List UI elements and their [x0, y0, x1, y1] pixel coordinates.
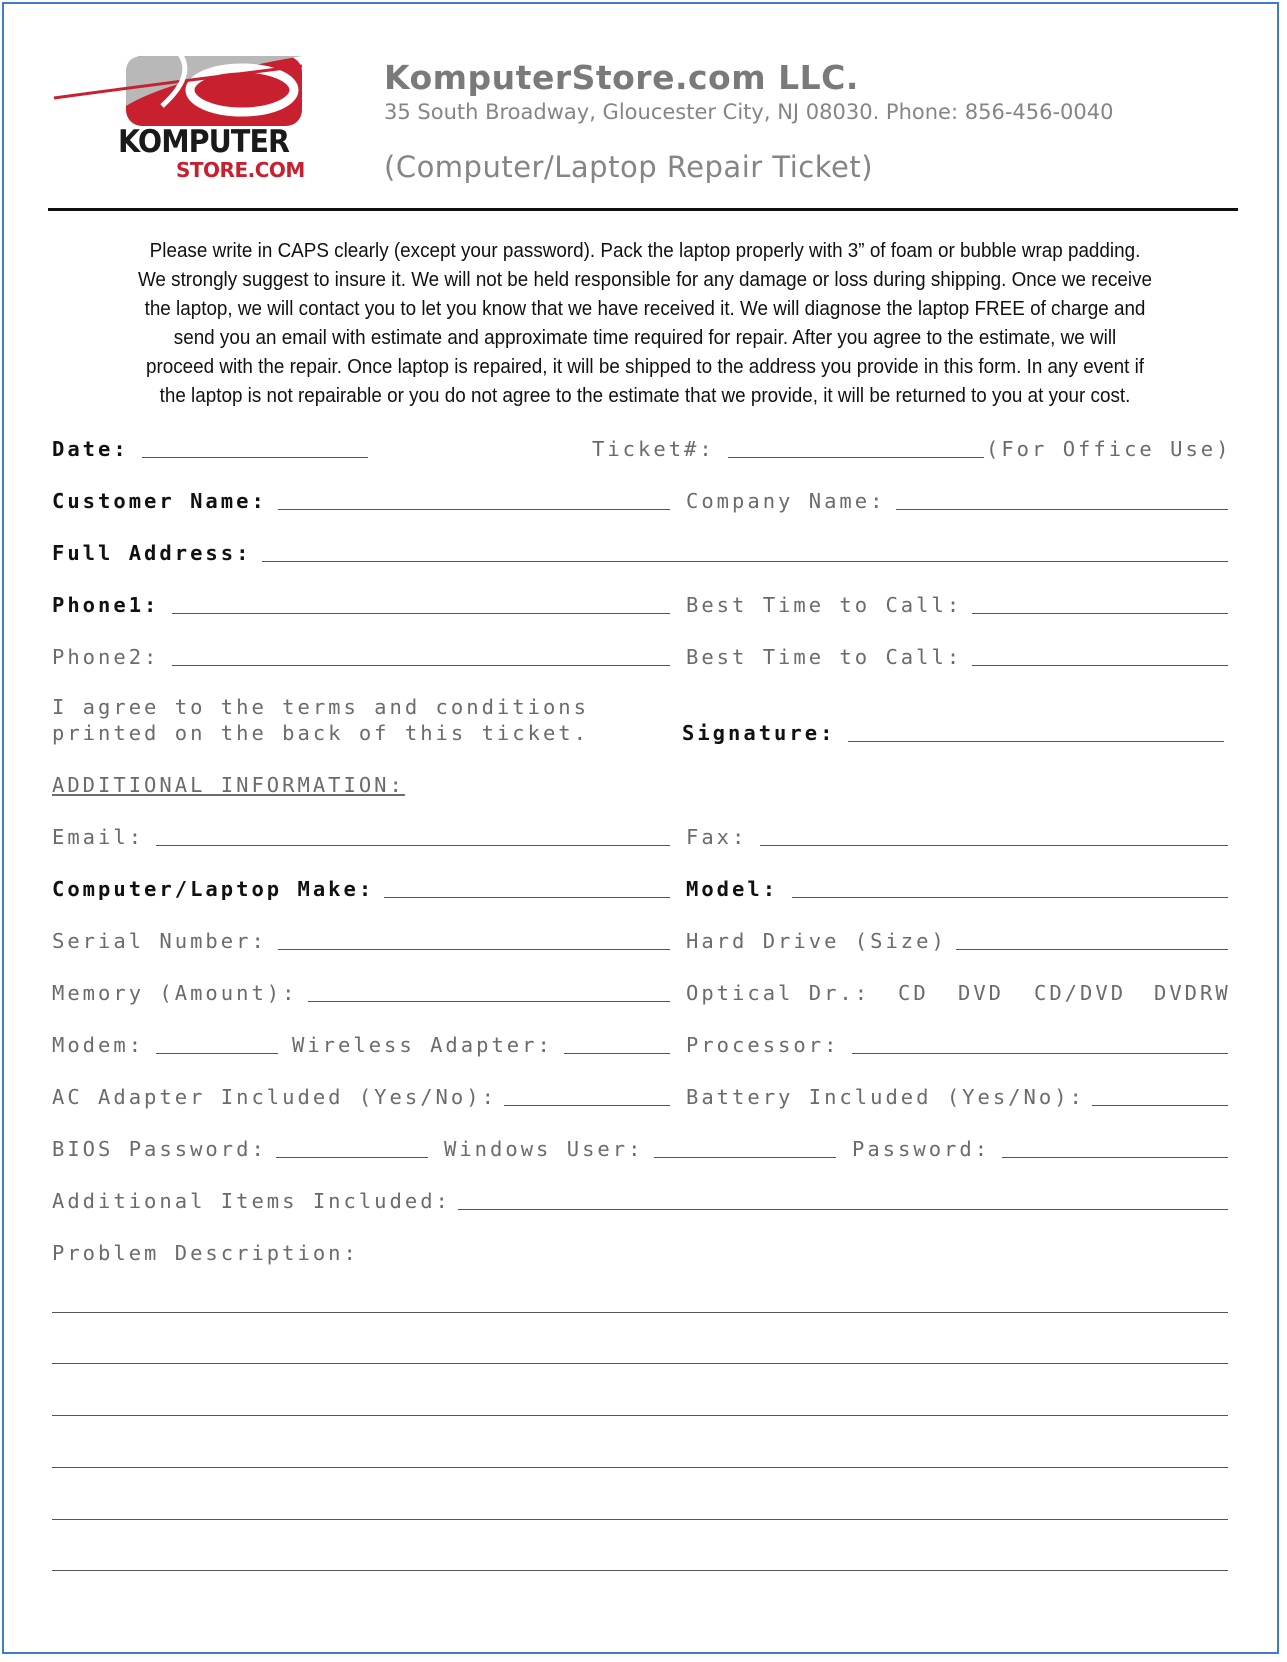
model-field[interactable] — [792, 897, 1228, 898]
full-address-field[interactable] — [262, 561, 1228, 562]
processor-field[interactable] — [852, 1053, 1228, 1054]
instructions-line: proceed with the repair. Once laptop is repaired, it will be shipped to the address you provide in this form. In any event if — [145, 355, 1145, 378]
instructions-paragraph — [116, 236, 1174, 410]
optical-drive-label: Optical Dr.: — [686, 981, 871, 1005]
best-time-2-label: Best Time to Call: — [686, 645, 963, 669]
phone1-label: Phone1: — [52, 593, 160, 617]
date-field[interactable] — [142, 457, 368, 458]
ac-adapter-label: AC Adapter Included (Yes/No): — [52, 1085, 497, 1109]
battery-label: Battery Included (Yes/No): — [686, 1085, 1085, 1109]
optical-option-cd[interactable]: CD — [898, 981, 929, 1005]
company-name-field[interactable] — [896, 509, 1228, 510]
instructions-line: send you an email with estimate and approximate time required for repair. After you agree to the estimate, we will — [173, 326, 1117, 349]
problem-description-line[interactable] — [52, 1363, 1228, 1364]
customer-name-field[interactable] — [278, 509, 670, 510]
phone2-label: Phone2: — [52, 645, 160, 669]
instructions-line: the laptop is not repairable or you do not agree to the estimate that we provide, it will be returned to you at your cost. — [159, 384, 1131, 407]
full-address-label: Full Address: — [52, 541, 252, 565]
password-label: Password: — [852, 1137, 991, 1161]
logo-subtext: STORE.COM — [176, 158, 305, 182]
signature-label: Signature: — [682, 721, 836, 745]
email-field[interactable] — [156, 845, 670, 846]
memory-label: Memory (Amount): — [52, 981, 298, 1005]
instructions-line: the laptop, we will contact you to let you know that we have received it. We will diagnose the laptop FREE of charge and — [144, 297, 1146, 320]
office-use-note: (For Office Use) — [986, 437, 1232, 461]
optical-option-cd-dvd[interactable]: CD/DVD — [1034, 981, 1127, 1005]
agreement-text-line2: printed on the back of this ticket. — [52, 721, 589, 745]
problem-description-line[interactable] — [52, 1415, 1228, 1416]
problem-description-line[interactable] — [52, 1519, 1228, 1520]
windows-user-field[interactable] — [654, 1157, 836, 1158]
modem-label: Modem: — [52, 1033, 145, 1057]
computer-make-field[interactable] — [384, 897, 670, 898]
best-time-1-label: Best Time to Call: — [686, 593, 963, 617]
date-label: Date: — [52, 437, 129, 461]
serial-number-field[interactable] — [278, 949, 670, 950]
logo-wordmark: KOMPUTER — [118, 124, 290, 160]
wireless-adapter-field[interactable] — [564, 1053, 670, 1054]
modem-field[interactable] — [156, 1053, 278, 1054]
problem-description-line[interactable] — [52, 1570, 1228, 1571]
optical-option-dvdrw[interactable]: DVDRW — [1154, 981, 1231, 1005]
email-label: Email: — [52, 825, 145, 849]
serial-number-label: Serial Number: — [52, 929, 267, 953]
company-logo — [52, 46, 342, 186]
fax-field[interactable] — [760, 845, 1228, 846]
bios-password-label: BIOS Password: — [52, 1137, 267, 1161]
phone1-field[interactable] — [172, 613, 670, 614]
optical-option-dvd[interactable]: DVD — [958, 981, 1005, 1005]
ticket-field[interactable] — [728, 457, 984, 458]
instructions-line: Please write in CAPS clearly (except your password). Pack the laptop properly with 3” of foam or bubble wrap padding. — [149, 239, 1141, 262]
hard-drive-field[interactable] — [956, 949, 1228, 950]
problem-description-line[interactable] — [52, 1312, 1228, 1313]
customer-name-label: Customer Name: — [52, 489, 267, 513]
bios-password-field[interactable] — [276, 1157, 428, 1158]
company-name: KomputerStore.com LLC. — [384, 58, 859, 97]
instructions-line: We strongly suggest to insure it. We will not be held responsible for any damage or loss during shipping. Once we receive — [137, 268, 1153, 291]
best-time-2-field[interactable] — [972, 665, 1228, 666]
model-label: Model: — [686, 877, 779, 901]
phone2-field[interactable] — [172, 665, 670, 666]
memory-field[interactable] — [308, 1001, 670, 1002]
processor-label: Processor: — [686, 1033, 840, 1057]
additional-items-field[interactable] — [458, 1209, 1228, 1210]
company-address: 35 South Broadway, Gloucester City, NJ 08030. Phone: 856-456-0040 — [384, 100, 1114, 124]
header-divider — [48, 208, 1238, 211]
battery-field[interactable] — [1092, 1105, 1228, 1106]
wireless-adapter-label: Wireless Adapter: — [292, 1033, 553, 1057]
additional-items-label: Additional Items Included: — [52, 1189, 451, 1213]
ac-adapter-field[interactable] — [504, 1105, 670, 1106]
windows-user-label: Windows User: — [444, 1137, 644, 1161]
problem-description-line[interactable] — [52, 1467, 1228, 1468]
company-name-label: Company Name: — [686, 489, 886, 513]
fax-label: Fax: — [686, 825, 748, 849]
password-field[interactable] — [1002, 1157, 1228, 1158]
ticket-label: Ticket#: — [592, 437, 715, 461]
best-time-1-field[interactable] — [972, 613, 1228, 614]
document-title: (Computer/Laptop Repair Ticket) — [384, 150, 874, 184]
additional-info-heading: ADDITIONAL INFORMATION: — [52, 773, 405, 797]
problem-description-label: Problem Description: — [52, 1241, 359, 1265]
hard-drive-label: Hard Drive (Size) — [686, 929, 947, 953]
agreement-text-line1: I agree to the terms and conditions — [52, 695, 589, 719]
computer-make-label: Computer/Laptop Make: — [52, 877, 375, 901]
signature-field[interactable] — [848, 741, 1224, 742]
